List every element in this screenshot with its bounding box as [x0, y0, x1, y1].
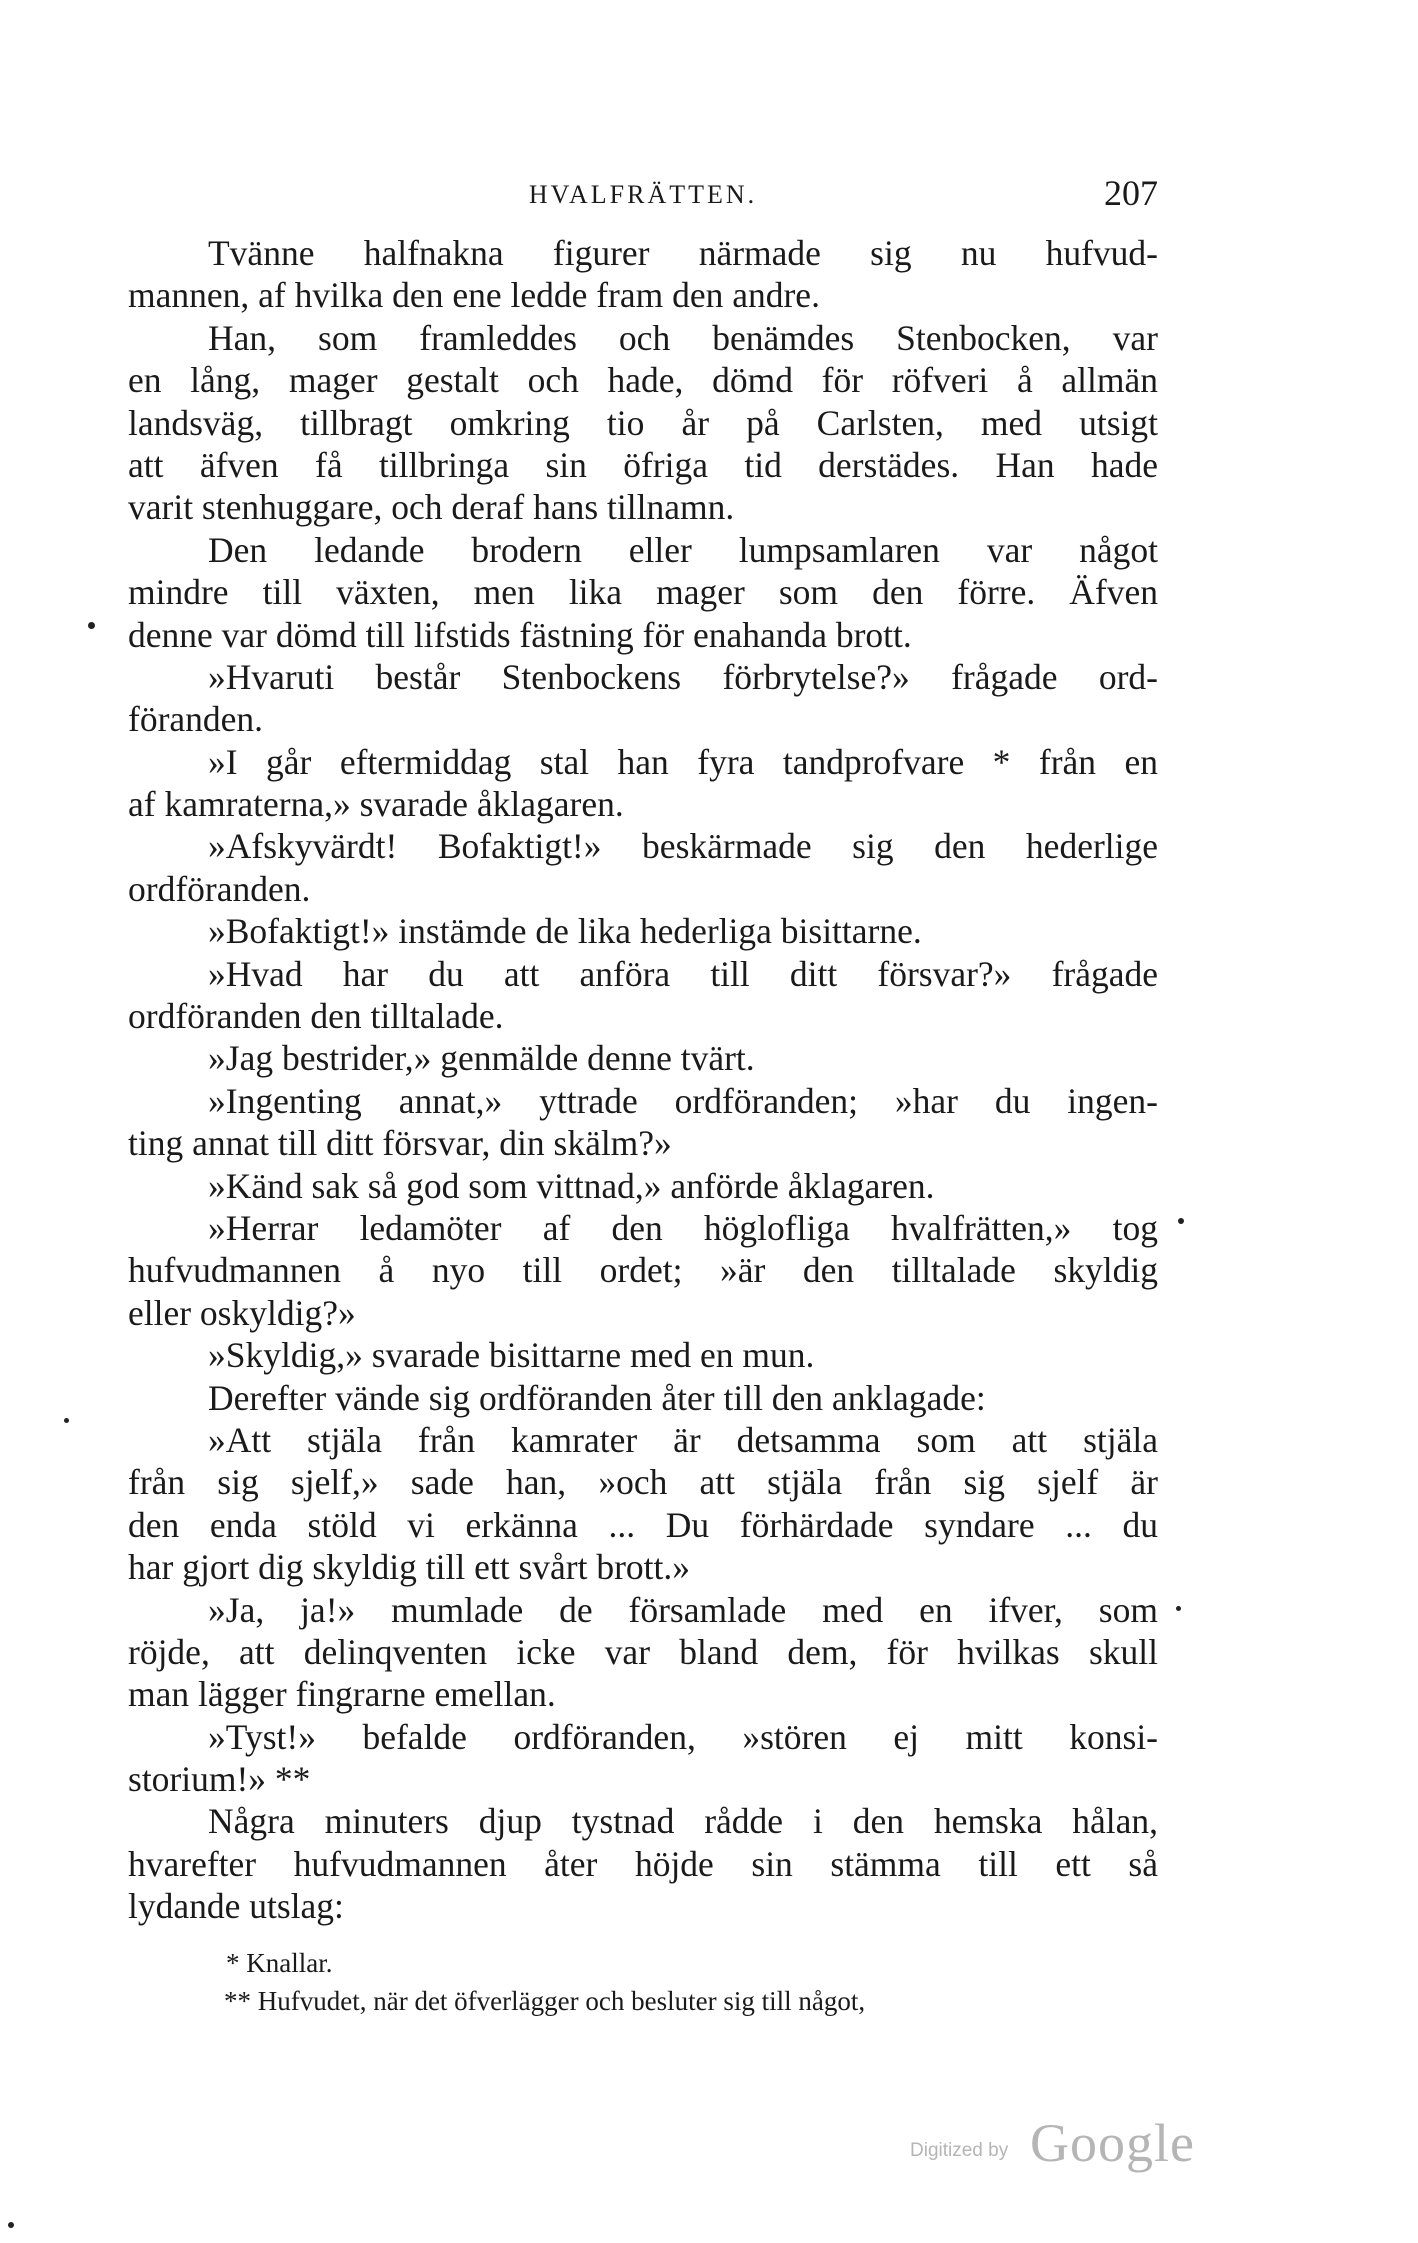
text-line: »I går eftermiddag stal han fyra tandprofvare * från en — [208, 741, 1158, 782]
running-title: HVALFRÄTTEN. — [528, 180, 758, 209]
text-line: Tvänne halfnakna figurer närmade sig nu hufvud- — [208, 233, 1158, 273]
text-line: föranden. — [128, 699, 264, 740]
text-line: »Skyldig,» svarade bisittarne med en mun. — [208, 1335, 815, 1376]
text-line: denne var dömd till lifstids fästning för enahanda brott. — [128, 614, 912, 655]
body-text — [128, 232, 1158, 1928]
scan-speck — [88, 622, 95, 629]
scan-speck — [8, 2222, 14, 2228]
text-line: »Hvaruti består Stenbockens förbrytelse?» frågade ord- — [208, 656, 1158, 697]
text-line: »Känd sak så god som vittnad,» anförde åklagaren. — [208, 1165, 935, 1206]
text-line: lydande utslag: — [128, 1886, 344, 1927]
text-line: ordföranden den tilltalade. — [128, 996, 504, 1037]
text-line: Den ledande brodern eller lumpsamlaren var något — [208, 529, 1158, 570]
text-line: Derefter vände sig ordföranden åter till den anklagade: — [208, 1377, 986, 1418]
text-line: storium!» ** — [128, 1759, 311, 1800]
text-line: en lång, mager gestalt och hade, dömd för röfveri å allmän — [128, 360, 1158, 401]
text-line: man lägger fingrarne emellan. — [128, 1674, 556, 1715]
text-line: ordföranden. — [128, 868, 311, 909]
page-number: 207 — [1104, 173, 1158, 213]
text-line: hvarefter hufvudmannen åter höjde sin stämma till ett så — [128, 1843, 1158, 1884]
footnotes — [128, 1944, 1158, 2020]
text-line: »Tyst!» befalde ordföranden, »stören ej mitt konsi- — [208, 1716, 1158, 1757]
footnote: ** Hufvudet, när det öfverlägger och besluter sig till något, — [224, 1986, 866, 2016]
text-line: från sig sjelf,» sade han, »och att stjäla från sig sjelf är — [128, 1462, 1158, 1503]
google-logo: Google — [1030, 2113, 1195, 2173]
scan-speck — [64, 1418, 69, 1423]
running-head — [128, 172, 1158, 216]
scan-speck — [1178, 1218, 1184, 1224]
digitized-by-label: Digitized by — [910, 2140, 1009, 2161]
scan-speck — [1176, 1606, 1181, 1611]
text-line: »Afskyvärdt! Bofaktigt!» beskärmade sig den hederlige — [208, 826, 1158, 867]
text-line: af kamraterna,» svarade åklagaren. — [128, 784, 624, 825]
text-line: »Bofaktigt!» instämde de lika hederliga bisittarne. — [208, 911, 922, 952]
text-line: att äfven få tillbringa sin öfriga tid derstädes. Han hade — [128, 444, 1158, 485]
text-line: »Att stjäla från kamrater är detsamma som att stjäla — [208, 1419, 1158, 1460]
text-line: landsväg, tillbragt omkring tio år på Carlsten, med utsigt — [128, 402, 1158, 443]
text-line: hufvudmannen å nyo till ordet; »är den tilltalade skyldig — [128, 1250, 1158, 1291]
text-line: »Herrar ledamöter af den höglofliga hvalfrätten,» tog — [208, 1207, 1158, 1248]
text-line: den enda stöld vi erkänna ... Du förhärdade syndare ... du — [128, 1504, 1158, 1545]
text-line: »Ingenting annat,» yttrade ordföranden; »har du ingen- — [208, 1080, 1158, 1121]
text-line: mindre till växten, men lika mager som den förre. Äfven — [128, 572, 1158, 613]
text-line: »Ja, ja!» mumlade de församlade med en ifver, som — [208, 1589, 1158, 1630]
text-line: »Jag bestrider,» genmälde denne tvärt. — [208, 1038, 755, 1079]
text-line: »Hvad har du att anföra till ditt försvar?» frågade — [208, 953, 1158, 994]
text-line: Några minuters djup tystnad rådde i den hemska hålan, — [208, 1801, 1158, 1842]
text-line: har gjort dig skyldig till ett svårt brott.» — [128, 1547, 691, 1588]
text-line: röjde, att delinqventen icke var bland dem, för hvilkas skull — [128, 1631, 1158, 1672]
footnote: * Knallar. — [226, 1948, 333, 1978]
text-line: mannen, af hvilka den ene ledde fram den andre. — [128, 275, 820, 316]
text-line: eller oskyldig?» — [128, 1292, 356, 1333]
digitized-by-watermark — [910, 2112, 1210, 2172]
text-line: Han, som framleddes och benämdes Stenbocken, var — [208, 317, 1158, 358]
text-line: varit stenhuggare, och deraf hans tillnamn. — [128, 487, 735, 528]
text-line: ting annat till ditt försvar, din skälm?» — [128, 1123, 672, 1164]
